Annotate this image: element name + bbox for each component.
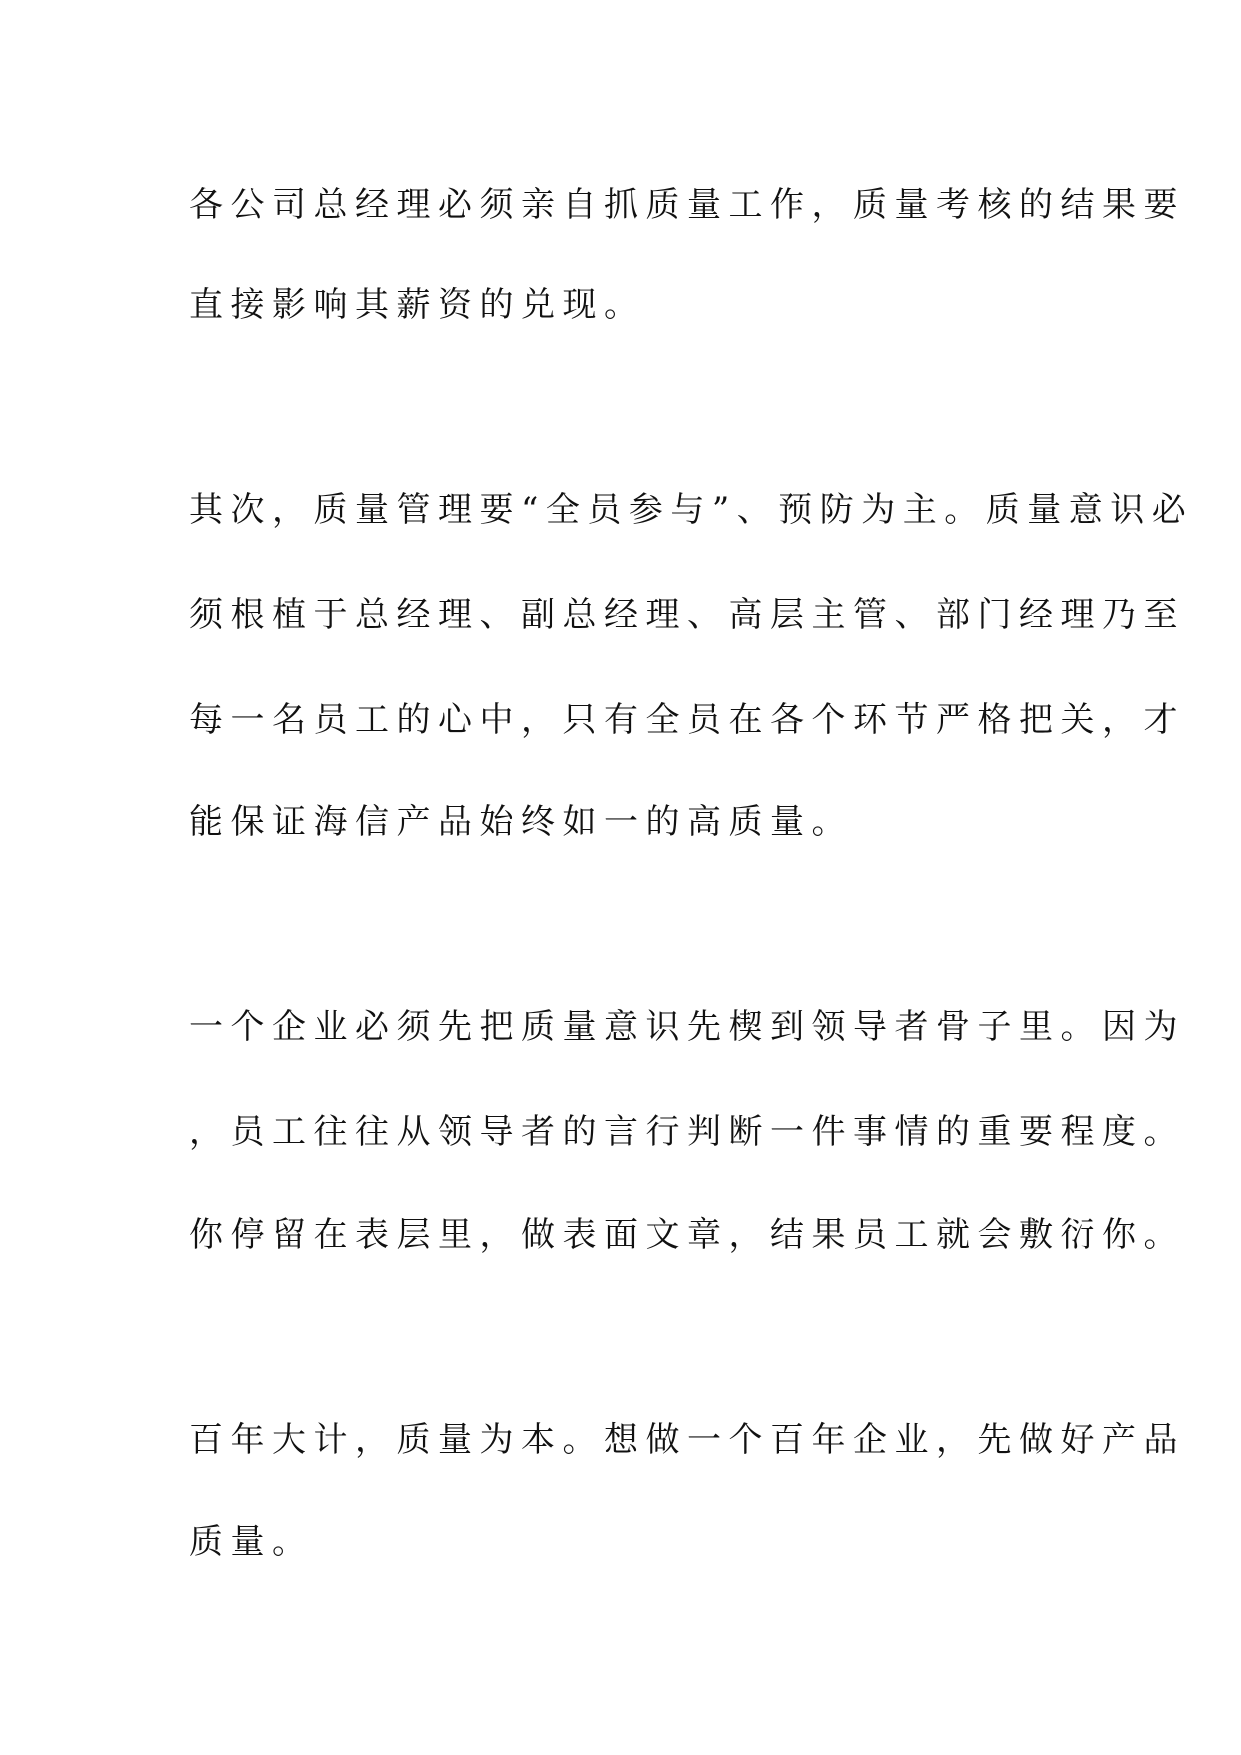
paragraph-line: 每一名员工的心中，只有全员在各个环节严格把关，才 [189,700,1185,740]
paragraph-line: 质量。 [189,1522,314,1562]
paragraph-line: 其次，质量管理要“全员参与”、预防为主。质量意识必 [189,490,1194,530]
paragraph-line: 直接影响其薪资的兑现。 [189,285,646,325]
paragraph-line: 一个企业必须先把质量意识先楔到领导者骨子里。因为 [189,1007,1185,1047]
paragraph-line: 各公司总经理必须亲自抓质量工作，质量考核的结果要 [189,185,1185,225]
paragraph-line: 百年大计，质量为本。想做一个百年企业，先做好产品 [189,1420,1185,1460]
paragraph-line: 你停留在表层里，做表面文章，结果员工就会敷衍你。 [189,1215,1185,1255]
paragraph-line: 能保证海信产品始终如一的高质量。 [189,802,853,842]
paragraph-line: 须根植于总经理、副总经理、高层主管、部门经理乃至 [189,595,1185,635]
paragraph-line: ，员工往往从领导者的言行判断一件事情的重要程度。 [189,1112,1185,1152]
